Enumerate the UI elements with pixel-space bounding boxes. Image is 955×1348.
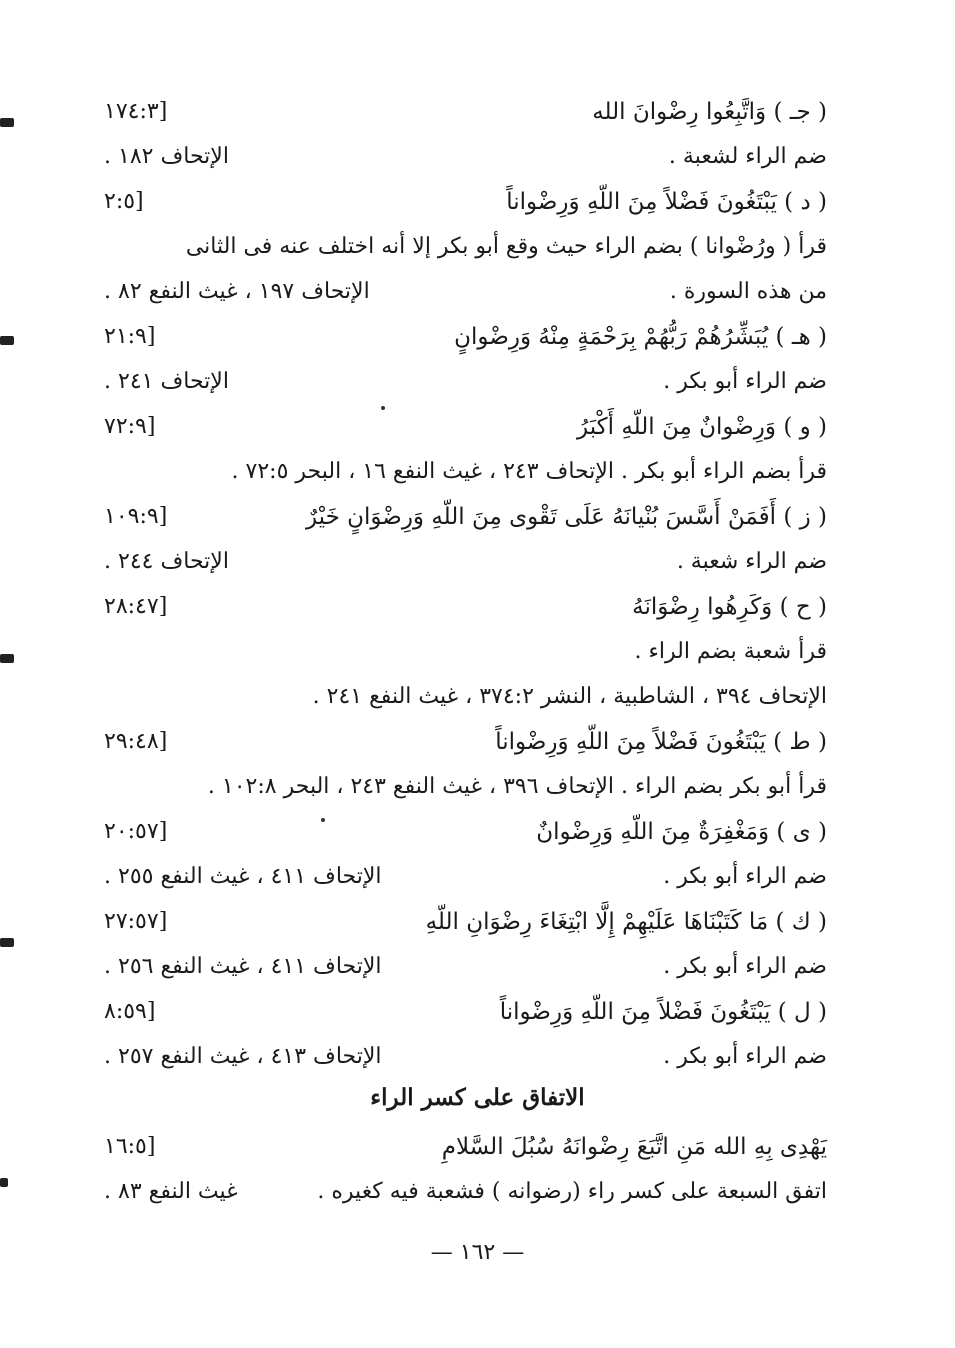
- section-heading: الاتفاق على كسر الراء: [370, 1084, 585, 1111]
- source-citation: الإتحاف ١٨٢ .: [104, 144, 229, 169]
- source-citation: الإتحاف ٢٤١ .: [104, 369, 229, 394]
- source-citation: الإتحاف ٢٤٤ .: [104, 549, 229, 574]
- note-line: [0, 675, 955, 719]
- note-text: قرأ ( ورُضْوانا ) بضم الراء حيث وقع أبو بكر إلا أنه اختلف عنه فى الثانى: [185, 234, 827, 259]
- verse-line: [0, 810, 955, 854]
- source-citation: الإتحاف ٤١١ ، غيث النفع ٢٥٥ .: [104, 864, 382, 889]
- verse-reference: [٢٨:٤٧: [104, 594, 168, 619]
- note-line: [0, 855, 955, 899]
- verse-line: [0, 180, 955, 224]
- note-line: [0, 450, 955, 494]
- source-citation: الإتحاف ١٩٧ ، غيث النفع ٨٢ .: [104, 279, 370, 304]
- note-text: ضم الراء شعبة .: [676, 549, 827, 574]
- note-text: ضم الراء أبو بكر .: [663, 1044, 827, 1069]
- verse-text: ( د ) يَبْتَغُونَ فَضْلاً مِنَ اللّهِ وَرِضْواناً: [506, 189, 827, 215]
- note-text: قرأ أبو بكر بضم الراء . الإتحاف ٣٩٦ ، غيث النفع ٢٤٣ ، البحر ١٠٢:٨ .: [207, 774, 827, 799]
- page-number: — ١٦٢ —: [430, 1240, 525, 1265]
- verse-line: [0, 720, 955, 764]
- note-text: اتفق السبعة على كسر راء (رضوانه ) فشعبة فيه كغيره .: [317, 1179, 827, 1204]
- note-line: [0, 945, 955, 989]
- source-citation: الإتحاف ٤١٣ ، غيث النفع ٢٥٧ .: [104, 1044, 382, 1069]
- note-line: [0, 540, 955, 584]
- note-line: [0, 360, 955, 404]
- verse-line: [0, 90, 955, 134]
- verse-text: ( ح ) وَكَرِهُوا رِضْوَانَهُ: [632, 594, 827, 620]
- note-text: الإتحاف ٣٩٤ ، الشاطبية ، النشر ٣٧٤:٢ ، غيث النفع ٢٤١ .: [312, 684, 827, 709]
- verse-reference: [١٧٤:٣: [104, 99, 168, 124]
- verse-reference: [٢١:٩: [104, 324, 156, 349]
- verse-reference: [٢٠:٥٧: [104, 819, 168, 844]
- verse-line: [0, 900, 955, 944]
- note-line: [0, 765, 955, 809]
- verse-line: [0, 315, 955, 359]
- note-line: [0, 135, 955, 179]
- verse-line: [0, 495, 955, 539]
- note-line: [0, 630, 955, 674]
- note-line: [0, 1170, 955, 1214]
- verse-text: يَهْدِى بِهِ الله مَنِ اتَّبَعَ رِضْوانَهُ سُبُلَ السَّلامِ: [441, 1134, 827, 1160]
- note-text: ضم الراء لشعبة .: [668, 144, 827, 169]
- verse-text: ( ى ) وَمَغْفِرَةٌ مِنَ اللّهِ وَرِضْوانٌ: [536, 819, 827, 845]
- verse-reference: [٢:٥: [104, 189, 144, 214]
- source-citation: الإتحاف ٤١١ ، غيث النفع ٢٥٦ .: [104, 954, 382, 979]
- verse-text: ( ل ) يَبْتَغُونَ فَضْلاً مِنَ اللّهِ وَرِضْواناً: [499, 999, 827, 1025]
- note-line: [0, 1035, 955, 1079]
- verse-reference: [٢٧:٥٧: [104, 909, 168, 934]
- note-text: ضم الراء أبو بكر .: [663, 864, 827, 889]
- note-text: ضم الراء أبو بكر .: [663, 954, 827, 979]
- verse-reference: [٨:٥٩: [104, 999, 156, 1024]
- verse-reference: [٧٢:٩: [104, 414, 156, 439]
- verse-line: [0, 405, 955, 449]
- note-text: ضم الراء أبو بكر .: [663, 369, 827, 394]
- verse-text: ( و ) وَرِضْوانٌ مِنَ اللّهِ أَكْبَرُ: [577, 414, 827, 440]
- verse-text: ( جـ ) وَاتَّبِعُوا رِضْوانَ الله: [592, 99, 827, 125]
- note-text: من هذه السورة .: [669, 279, 827, 304]
- verse-text: ( ط ) يَبْتَغُونَ فَضْلاً مِنَ اللّهِ وَرِضْواناً: [495, 729, 827, 755]
- verse-text: ( ك ) مَا كَتَبْنَاهَا عَلَيْهِمْ إِلَّا ابْتِغَاءَ رِضْوَانِ اللّهِ: [425, 909, 827, 935]
- verse-text: ( هـ ) يُبَشِّرُهُمْ رَبُّهُمْ بِرَحْمَةٍ مِنْهُ وَرِضْوانٍ: [454, 324, 827, 350]
- source-citation: غيث النفع ٨٣ .: [104, 1179, 238, 1204]
- note-line: [0, 270, 955, 314]
- verse-text: ( ز ) أَفَمَنْ أَسَّسَ بُنْيانَهُ عَلَى تَقْوى مِنَ اللّهِ وَرِضْوَانٍ خَيْرٌ: [305, 504, 827, 530]
- verse-line: [0, 990, 955, 1034]
- note-text: قرأ شعبة بضم الراء .: [634, 639, 827, 664]
- verse-line: [0, 1125, 955, 1169]
- verse-reference: [١٠٩:٩: [104, 504, 168, 529]
- note-text: قرأ بضم الراء أبو بكر . الإتحاف ٢٤٣ ، غيث النفع ١٦ ، البحر ٧٢:٥ .: [231, 459, 827, 484]
- verse-reference: [٢٩:٤٨: [104, 729, 168, 754]
- verse-reference: [١٦:٥: [104, 1134, 156, 1159]
- note-line: [0, 225, 955, 269]
- verse-line: [0, 585, 955, 629]
